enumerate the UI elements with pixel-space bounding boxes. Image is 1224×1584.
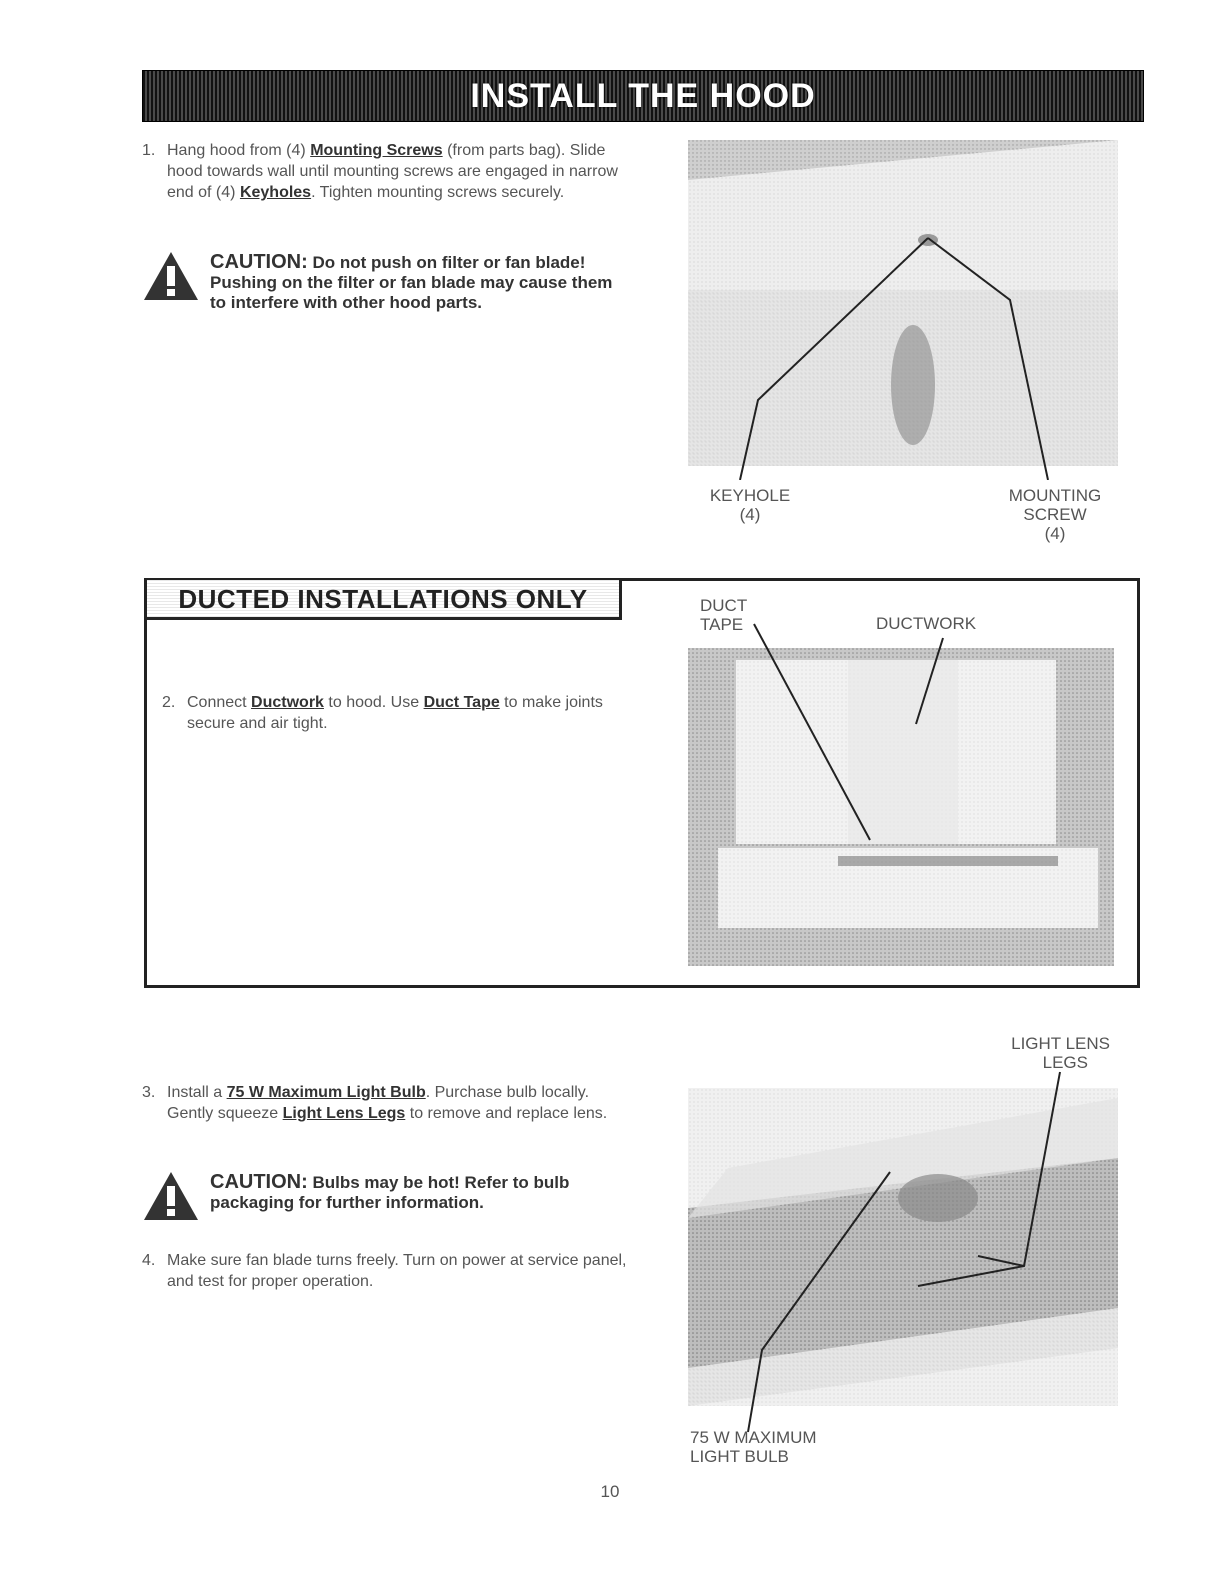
step-text: Install a (167, 1084, 227, 1101)
callout-label: LIGHT BULB (690, 1447, 789, 1466)
step-1 (142, 140, 627, 203)
step-text: to hood. Use (323, 694, 424, 711)
page-number: 10 (600, 1482, 620, 1501)
section-title-banner (142, 70, 1144, 122)
callout-label: SCREW (1023, 505, 1087, 524)
leader-lines-figure-3 (688, 1060, 1118, 1440)
callout-label: TAPE (700, 615, 744, 634)
step-text: . Purchase bulb locally. Gently squeeze (167, 1084, 590, 1122)
ducted-installations-heading (147, 580, 622, 620)
ductwork-callout: DUCTWORK (876, 614, 977, 633)
step-number: 4. (142, 1252, 156, 1269)
caution-hot-bulbs (210, 1172, 630, 1213)
step-text: to remove and replace lens. (405, 1105, 608, 1122)
callout-label: MOUNTING (1008, 486, 1102, 505)
part-name-light-bulb: 75 W Maximum Light Bulb (226, 1084, 426, 1101)
warning-triangle-icon (142, 250, 200, 302)
step-text: . Tighten mounting screws securely. (311, 184, 565, 201)
step-number: 1. (142, 142, 156, 159)
leader-lines-figure-2 (688, 618, 1008, 848)
light-bulb-callout (690, 1428, 817, 1466)
warning-triangle-icon (142, 1170, 200, 1222)
callout-label: DUCT (700, 596, 748, 615)
part-name-duct-tape: Duct Tape (423, 694, 500, 711)
callout-label: LIGHT LENS (1011, 1034, 1110, 1053)
leader-lines-figure-1 (688, 140, 1118, 480)
keyhole-callout (700, 486, 800, 524)
caution-heading: CAUTION: (210, 1171, 308, 1193)
part-name-mounting-screws: Mounting Screws (310, 142, 443, 159)
callout-count: (4) (1044, 524, 1066, 543)
part-name-keyholes: Keyholes (239, 184, 312, 201)
callout-label: LEGS (1042, 1053, 1088, 1072)
step-2 (162, 692, 627, 734)
step-text: Make sure fan blade turns freely. Turn on power at service panel, and test for proper operation. (167, 1252, 627, 1290)
step-4 (142, 1250, 627, 1292)
step-text: (from parts bag). Slide hood towards wall until mounting screws are engaged in narrow end of (4) (167, 142, 618, 201)
caution-text: Do not push on filter or fan blade! Pushing on the filter or fan blade may cause them to interfere with other hood parts. (210, 253, 613, 312)
mounting-screw-callout (990, 486, 1120, 543)
caution-heading: CAUTION: (210, 251, 308, 273)
page-title: INSTALL THE HOOD (470, 77, 816, 115)
box-heading-text: DUCTED INSTALLATIONS ONLY (178, 584, 588, 614)
callout-label: 75 W MAXIMUM (690, 1428, 817, 1447)
step-number: 3. (142, 1084, 156, 1101)
callout-count: (4) (739, 505, 761, 524)
part-name-light-lens-legs: Light Lens Legs (282, 1105, 406, 1122)
step-3 (142, 1082, 627, 1124)
step-text: to make joints secure and air tight. (187, 694, 603, 732)
callout-label: KEYHOLE (709, 486, 791, 505)
part-name-ductwork: Ductwork (251, 694, 324, 711)
step-number: 2. (162, 694, 176, 711)
caution-filter-fan (210, 252, 630, 313)
step-text: Connect (187, 694, 252, 711)
caution-text: Bulbs may be hot! Refer to bulb packaging for further information. (210, 1173, 570, 1212)
step-text: Hang hood from (4) (167, 142, 311, 159)
